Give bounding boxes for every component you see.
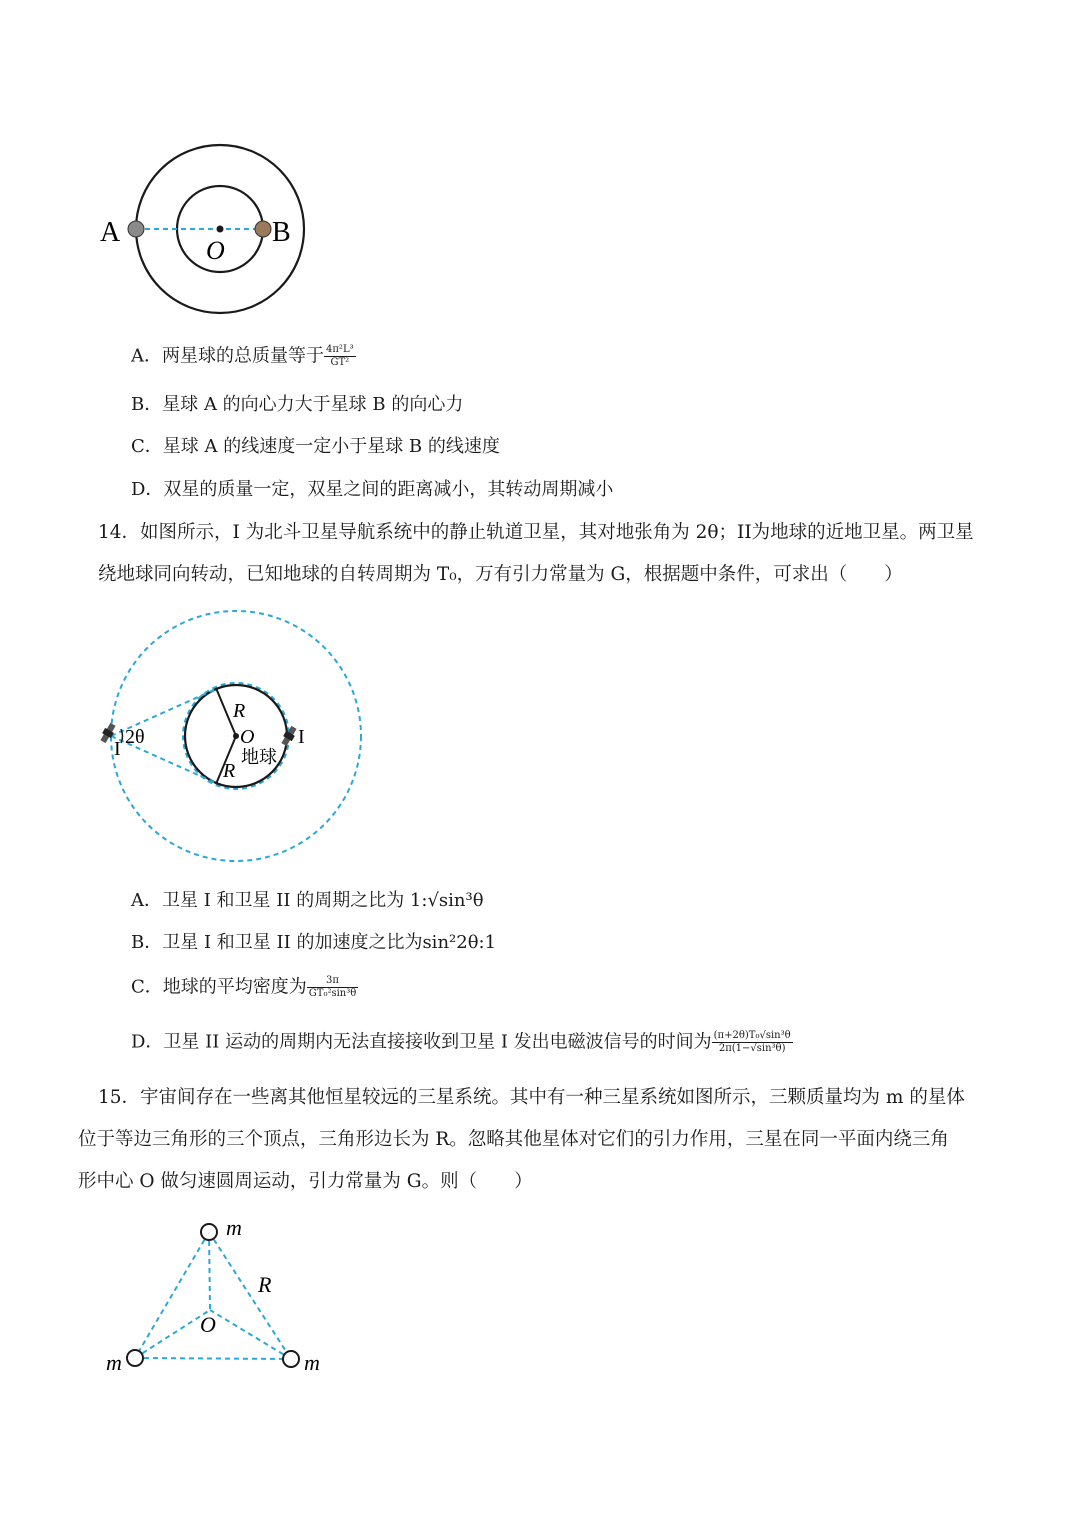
q14-option-a: A．卫星 I 和卫星 II 的周期之比为 1:√sin³θ (131, 890, 484, 911)
side-bottom (135, 1358, 291, 1359)
q14-stem-line2: 绕地球同向转动，已知地球的自转周期为 T₀，万有引力常量为 G，根据题中条件，可求出（ ） (98, 564, 903, 585)
label-o: O (240, 726, 255, 748)
q13-option-b: B．星球 A 的向心力大于星球 B 的向心力 (131, 394, 464, 415)
q15-stem-line1: 15．宇宙间存在一些离其他恒星较远的三星系统。其中有一种三星系统如图所示，三颗质量均为 m 的星体 (98, 1087, 965, 1108)
side-right (209, 1232, 291, 1359)
label-b: B (272, 217, 291, 248)
three-star-figure (100, 1210, 340, 1385)
angle-arc (121, 729, 123, 743)
star-right (283, 1351, 299, 1367)
label-o: O (206, 236, 225, 265)
label-r-top: R (233, 700, 246, 722)
label-m-right: m (304, 1350, 320, 1375)
label-i: I (114, 738, 121, 760)
q14-option-c: C．地球的平均密度为 $\frac{3\pi}{\text{GT₀²sin³θ}}$ (131, 975, 357, 999)
label-r: R (258, 1272, 272, 1297)
star-b (255, 221, 271, 237)
q14-option-b: B．卫星 I 和卫星 II 的加速度之比为sin²2θ:1 (131, 932, 497, 953)
median-left (135, 1310, 210, 1358)
center-dot (217, 226, 224, 233)
double-star-figure (90, 135, 330, 325)
label-m-top: m (226, 1215, 242, 1240)
label-r-bottom: R (223, 760, 236, 782)
label-ii: I (298, 726, 305, 748)
q13-option-c: C．星球 A 的线速度一定小于星球 B 的线速度 (131, 436, 500, 457)
median-top (209, 1232, 210, 1310)
q13-option-a: A．两星球的总质量等于 $\frac{\text{4π²L³}}{\text{GT²}}$ (131, 344, 354, 368)
star-top (201, 1224, 217, 1240)
q13-option-d: D．双星的质量一定，双星之间的距离减小，其转动周期减小 (131, 479, 614, 500)
star-a (128, 221, 144, 237)
star-left (127, 1350, 143, 1366)
q15-stem-line2: 位于等边三角形的三个顶点，三角形边长为 R。忽略其他星体对它们的引力作用，三星在同一平面内绕三角 (78, 1129, 949, 1150)
label-earth: 地球 (241, 747, 277, 767)
q14-stem-line1: 14．如图所示，I 为北斗卫星导航系统中的静止轨道卫星，其对地张角为 2θ；II为地球的近地卫星。两卫星 (98, 522, 974, 543)
median-right (210, 1310, 291, 1359)
label-m-left: m (106, 1350, 122, 1375)
q15-stem-line3: 形中心 O 做匀速圆周运动，引力常量为 G。则（ ） (78, 1171, 533, 1192)
label-2theta: 2θ (125, 726, 145, 748)
satellite-figure (95, 605, 375, 867)
q14-option-d: D．卫星 II 运动的周期内无法直接接收到卫星 I 发出电磁波信号的时间为 $\frac{\text{(π+2θ)T₀√sin³θ}}{\text{2π(1−√sin³θ)}}$ (131, 1030, 791, 1054)
label-o: O (200, 1312, 216, 1337)
label-a: A (100, 217, 121, 248)
center-dot (233, 733, 239, 739)
side-left (135, 1232, 209, 1358)
